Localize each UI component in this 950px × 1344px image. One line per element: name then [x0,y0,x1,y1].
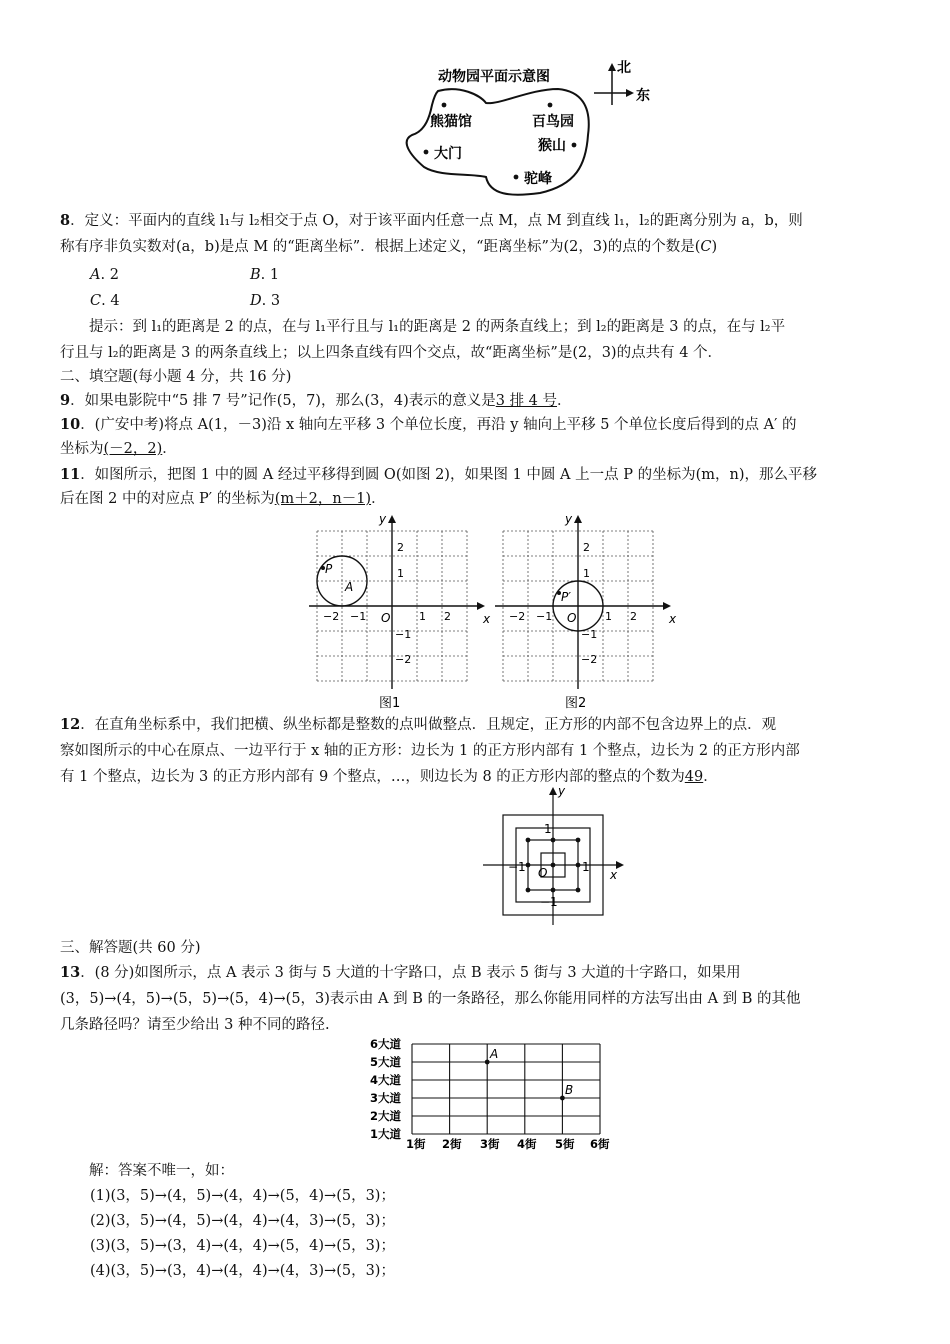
svg-text:3街: 3街 [480,1137,500,1151]
svg-text:4街: 4街 [517,1137,537,1151]
svg-text:2: 2 [583,541,590,554]
north-label: 北 [617,60,631,76]
solution-path-4: (4)(3，5)→(3，4)→(4，4)→(4，3)→(5，3)； [90,1263,395,1279]
place-bird-garden: 百鸟园 [532,114,574,130]
q10-line1: 10．(广安中考)将点 A(1，－3)沿 x 轴向左平移 3 个单位长度，再沿 y 轴向上平移 5 个单位长度后得到的点 A′ 的 [60,416,797,433]
svg-text:2大道: 2大道 [370,1109,402,1123]
svg-text:1街: 1街 [406,1137,426,1151]
origin-2: O [567,611,577,625]
fig11-graph-2 [495,512,677,710]
q8-line1: 8．定义：平面内的直线 l₁与 l₂相交于点 O，对于该平面内任意一点 M，点 M 到直线 l₁，l₂的距离分别为 a，b，则 [60,212,803,229]
q8-option-b: B. 1 [250,267,280,283]
svg-text:5大道: 5大道 [370,1055,402,1069]
svg-text:−2: −2 [581,653,598,666]
q13-line3: 几条路径吗？请至少给出 3 种不同的路径. [60,1017,330,1033]
q12-line1: 12．在直角坐标系中，我们把横、纵坐标都是整数的点叫做整点．且规定，正方形的内部不包含边界上的点．观 [60,716,777,733]
axis-x: x [483,612,491,626]
solution-path-1: (1)(3，5)→(4，5)→(4，4)→(5，4)→(5，3)； [90,1188,395,1204]
svg-text:1: 1 [582,860,590,874]
svg-text:2: 2 [630,610,637,623]
fig13-street-grid [368,1038,618,1153]
svg-text:−1: −1 [508,860,526,874]
svg-text:1大道: 1大道 [370,1127,402,1141]
svg-text:2街: 2街 [442,1137,462,1151]
zoo-map-title: 动物园平面示意图 [438,69,550,85]
zoo-map-figure [390,55,670,205]
svg-text:1: 1 [544,822,552,836]
label-p: P [325,562,333,576]
axis-y: y [558,785,566,798]
svg-text:−2: −2 [323,610,340,623]
caption-fig1: 图1 [379,696,401,710]
label-a: A [490,1047,499,1061]
axis-x-2: x [669,612,677,626]
solution-path-2: (2)(3，5)→(4，5)→(4，4)→(4，3)→(5，3)； [90,1213,395,1229]
fig11-graphs [305,505,685,710]
svg-text:6大道: 6大道 [370,1038,402,1051]
section2-heading: 二、填空题(每小题 4 分，共 16 分) [60,369,292,385]
axis-x: x [610,868,618,882]
q8-line2: 称有序非负实数对(a，b)是点 M 的“距离坐标”．根据上述定义，“距离坐标”为(2，3)的点的个数是(C) [60,239,718,255]
svg-text:1: 1 [605,610,612,623]
svg-text:2: 2 [444,610,451,623]
q8-option-a: A. 2 [90,267,119,283]
point-a [485,1060,490,1065]
q8-hint2: 行且与 l₂的距离是 3 的两条直线上；以上四条直线有四个交点，故“距离坐标”是(2，3)的点共有 4 个． [60,345,723,361]
origin: O [381,611,391,625]
q12-line3: 有 1 个整点，边长为 3 的正方形内部有 9 个整点，…，则边长为 8 的正方形内部的整点的个数为49． [60,769,718,785]
solution-path-3: (3)(3，5)→(3，4)→(4，4)→(5，4)→(5，3)； [90,1238,395,1254]
svg-text:−1: −1 [581,628,598,641]
solution-intro: 解：答案不唯一，如： [89,1163,234,1179]
q8-hint1: 提示：到 l₁的距离是 2 的点，在与 l₁平行且与 l₁的距离是 2 的两条直线上；到 l₂的距离是 3 的点，在与 l₂平 [89,319,786,335]
place-monkey-hill: 猴山 [538,138,566,154]
svg-text:1: 1 [397,567,404,580]
svg-text:−1: −1 [536,610,553,623]
svg-text:−1: −1 [540,895,558,909]
q8-answer: C [700,239,712,255]
q12-answer: 49 [684,769,704,785]
svg-text:5街: 5街 [555,1137,575,1151]
q9: 9．如果电影院中“5 排 7 号”记作(5，7)，那么(3，4)表示的意义是3 排 4 号． [60,392,572,409]
svg-text:−1: −1 [350,610,367,623]
caption-fig2: 图2 [565,696,587,710]
q11-line1: 11．如图所示，把图 1 中的圆 A 经过平移得到圆 O(如图 2)，如果图 1 中圆 A 上一点 P 的坐标为(m，n)，那么平移 [60,466,817,483]
q10-answer: (－2，2) [103,441,163,457]
q11-answer: (m＋2，n－1) [274,491,372,507]
svg-text:1: 1 [583,567,590,580]
label-b: B [565,1083,574,1097]
fig12-squares [478,785,628,930]
axis-y-2: y [565,512,573,526]
section3-heading: 三、解答题(共 60 分) [60,940,201,956]
fig11-graph-1 [309,512,491,710]
q13-line2: (3，5)→(4，5)→(5，5)→(5，4)→(5，3)表示由 A 到 B 的一条路径，那么你能用同样的方法写出由 A 到 B 的其他 [60,991,801,1007]
east-label: 东 [636,88,650,104]
q10-line2: 坐标为(－2，2)． [60,441,177,457]
svg-text:−2: −2 [395,653,412,666]
svg-text:2: 2 [397,541,404,554]
svg-text:3大道: 3大道 [370,1091,402,1105]
q13-line1: 13．(8 分)如图所示，点 A 表示 3 街与 5 大道的十字路口，点 B 表示 5 街与 3 大道的十字路口，如果用 [60,964,741,981]
q12-line2: 察如图所示的中心在原点、一边平行于 x 轴的正方形：边长为 1 的正方形内部有 1 个整点，边长为 2 的正方形内部 [60,743,800,759]
q8-option-d: D. 3 [250,293,281,309]
origin: O [538,866,548,880]
axis-y: y [379,512,387,526]
svg-text:−1: −1 [395,628,412,641]
label-p-prime: P′ [561,590,571,604]
svg-text:4大道: 4大道 [370,1073,402,1087]
place-gate: 大门 [434,146,462,162]
svg-text:6街: 6街 [590,1137,610,1151]
q8-option-c: C. 4 [90,293,120,309]
svg-text:1: 1 [419,610,426,623]
q9-answer: 3 排 4 号 [495,393,558,409]
q11-line2: 后在图 2 中的对应点 P′ 的坐标为(m＋2，n－1)． [60,491,386,507]
place-panda: 熊猫馆 [430,114,472,130]
svg-text:−2: −2 [509,610,526,623]
label-a: A [345,580,354,594]
place-camel: 驼峰 [524,171,552,187]
